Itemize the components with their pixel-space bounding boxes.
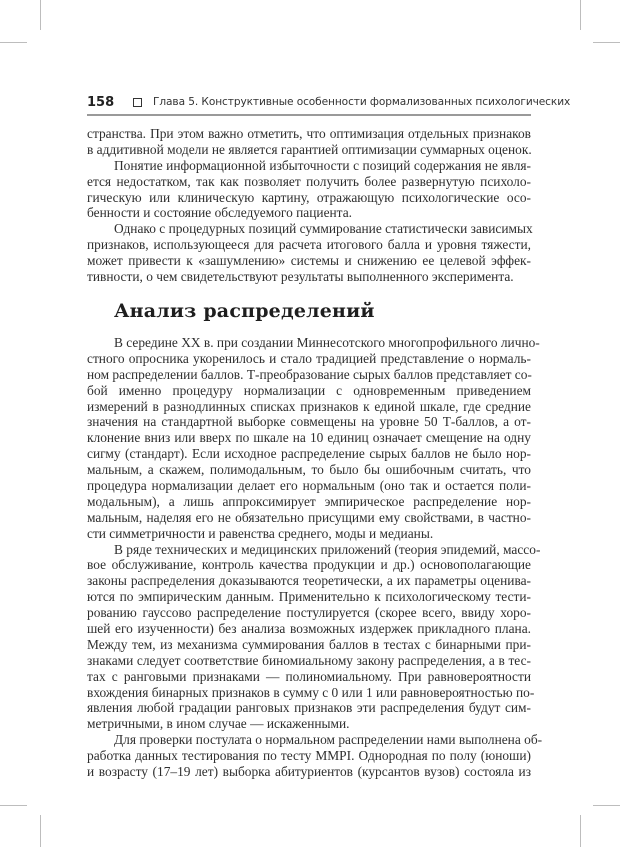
crop-mark xyxy=(0,805,27,806)
text-line: рованию гауссово распределение постулируется (скорее всего, ввиду хоро- xyxy=(87,605,531,621)
text-line: метричными, в ином случае — искаженными. xyxy=(87,716,350,732)
text-line: бой именно процедуру нормализации с одновременным приведением xyxy=(87,382,531,398)
square-bullet-icon xyxy=(133,98,142,107)
text-block-top xyxy=(87,126,531,285)
text-line: процедура нормализации делает его нормальным (оно так и остается поли- xyxy=(87,478,531,494)
running-header xyxy=(87,94,571,116)
text-line: тах с ранговыми признаками — полиномиальному. При равновероятности xyxy=(87,668,531,684)
text-line: гическую или клиническую картину, отражающую психологические осо- xyxy=(87,189,531,205)
crop-mark xyxy=(593,805,620,806)
text-line: может привести к «зашумлению» системы и снижению ее целевой эффек- xyxy=(87,253,531,269)
text-line: В ряде технических и медицинских приложений (теория эпидемий, массо- xyxy=(114,541,541,557)
text-line: вое обслуживание, контроль качества продукции и др.) основополагающие xyxy=(87,557,531,573)
text-line: бенности и состояние обследуемого пациента. xyxy=(87,205,352,221)
text-line: в аддитивной модели не является гарантией оптимизации суммарных оценок. xyxy=(87,141,532,157)
text-line: знаками следует соответствие биномиальному закону распределения, а в тес- xyxy=(87,652,531,668)
text-line: измерений в разнодлинных списках признаков к единой шкале, где средние xyxy=(87,398,531,414)
section-heading: Анализ распределений xyxy=(114,300,375,322)
text-line: шей его изученности) без анализа возможных издержек прикладного плана. xyxy=(87,621,531,637)
crop-mark xyxy=(593,42,620,43)
text-line: явления любой градации ранговых признаков эти распределения будут сим- xyxy=(87,700,531,716)
text-line: ется недостатком, так как позволяет получить более развернутую психоло- xyxy=(87,173,531,189)
text-line: Понятие информационной избыточности с позиций содержания не явля- xyxy=(114,157,531,173)
text-line: сигму (стандарт). Если исходное распределение сырых баллов не было нор- xyxy=(87,446,531,462)
text-line: сти симметричности и равенства среднего, моды и медианы. xyxy=(87,525,434,541)
page-number: 158 xyxy=(87,95,115,110)
text-line: работка данных тестирования по тесту MMPI. Однородная по полу (юноши) xyxy=(87,748,531,764)
crop-mark xyxy=(580,0,581,30)
text-line: модальным), а лишь аппроксимирует эмпирическое распределение нор- xyxy=(87,493,531,509)
crop-mark xyxy=(580,815,581,847)
text-line: вхождения бинарных признаков в сумму с 0 или 1 или равновероятностью по- xyxy=(87,684,535,700)
text-line: тивности, о чем свидетельствуют результаты выполненного эксперимента. xyxy=(87,269,514,285)
crop-mark xyxy=(0,42,27,43)
text-line: законы распределения доказываются теоретически, а их параметры оценива- xyxy=(87,573,531,589)
text-line: стного опросника укоренилось и стало традицией представление о нормаль- xyxy=(87,350,531,366)
text-line: клонение вниз или вверх по шкале на 10 единиц означает смещение на одну xyxy=(87,430,531,446)
text-line: и возрасту (17–19 лет) выборка абитуриентов (курсантов вузов) состояла из xyxy=(87,764,531,780)
text-line: странства. При этом важно отметить, что оптимизация отдельных признаков xyxy=(87,126,531,141)
text-line: признаков, использующееся для расчета итогового балла и уровня тяжести, xyxy=(87,237,531,253)
running-title: Глава 5. Конструктивные особенности формализованных психологических xyxy=(153,96,571,108)
crop-mark xyxy=(40,0,41,30)
text-line: Между тем, из механизма суммирования баллов в тестах с бинарными при- xyxy=(87,636,531,652)
text-line: В середине XX в. при создании Миннесотского многопрофильного лично- xyxy=(114,335,540,350)
text-line: ются по эмпирическим данным. Применительно к психологическому тести- xyxy=(87,589,531,605)
crop-mark xyxy=(40,815,41,847)
text-line: мальным, а скажем, полимодальным, то было бы ошибочным считать, что xyxy=(87,462,531,478)
text-line: Для проверки постулата о нормальном распределении нами выполнена об- xyxy=(114,732,543,748)
text-line: значения на стандартной выборке совмещены на уровне 50 Т-баллов, а от- xyxy=(87,414,531,430)
text-block-main xyxy=(87,335,543,780)
text-line: ном распределении баллов. Т-преобразование сырых баллов представляет со- xyxy=(87,366,532,382)
text-line: Однако с процедурных позиций суммирование статистически зависимых xyxy=(114,221,533,237)
text-line: мальным, наделяя его не обязательно присущими ему свойствами, в частно- xyxy=(87,509,531,525)
